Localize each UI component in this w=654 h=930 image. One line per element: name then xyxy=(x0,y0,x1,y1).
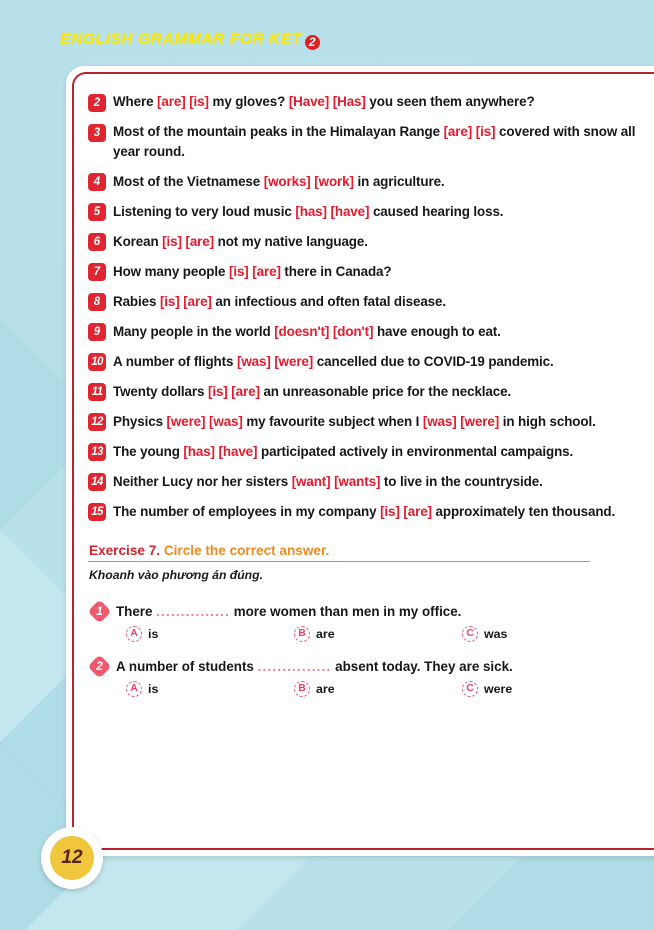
answer-option[interactable]: [doesn't] xyxy=(274,323,330,339)
mcq-question-text xyxy=(116,601,636,622)
mcq-blank[interactable]: ............... xyxy=(257,659,332,674)
exercise-item-text xyxy=(113,412,636,432)
page-badge-inner xyxy=(50,836,94,880)
exercise-item xyxy=(88,122,636,161)
answer-option[interactable]: [work] xyxy=(314,173,354,189)
sentence-text: How many people xyxy=(113,263,229,279)
answer-option[interactable]: [are] xyxy=(183,293,212,309)
sentence-text: Twenty dollars xyxy=(113,383,208,399)
sentence-text: have enough to eat. xyxy=(373,323,501,339)
exercise-item-number: 6 xyxy=(88,233,106,251)
exercise-item xyxy=(88,502,636,522)
mcq-choice-label: was xyxy=(484,627,508,641)
sentence-text: Physics xyxy=(113,413,167,429)
answer-option[interactable]: [was] xyxy=(422,413,457,429)
mcq-text-after: more women than men in my office. xyxy=(230,604,462,619)
answer-option[interactable]: [is] xyxy=(162,233,182,249)
exercise-item-number: 3 xyxy=(88,124,106,142)
page-number: 12 xyxy=(61,847,83,868)
exercise-item-number: 9 xyxy=(88,323,106,341)
exercise-item xyxy=(88,202,636,222)
exercise-item xyxy=(88,262,636,282)
exercise-item-text xyxy=(113,502,636,522)
exercise7-label: Exercise 7. xyxy=(89,543,161,558)
answer-option[interactable]: [want] xyxy=(291,473,331,489)
exercise-item-text xyxy=(113,172,636,192)
content-card xyxy=(66,66,654,856)
answer-option[interactable]: [Has] xyxy=(332,94,366,109)
exercise-item-number: 8 xyxy=(88,293,106,311)
mcq-choice-label: is xyxy=(148,627,159,641)
exercise-item-number: 15 xyxy=(88,503,106,521)
sentence-text: Listening to very loud music xyxy=(113,203,296,219)
mcq-block xyxy=(88,601,636,697)
exercise-item xyxy=(88,352,636,372)
exercise-item-number: 11 xyxy=(88,383,106,401)
sentence-text: an unreasonable price for the necklace. xyxy=(259,383,512,399)
mcq-choice-label: are xyxy=(316,627,335,641)
mcq-choice[interactable] xyxy=(126,681,294,697)
mcq-choice-circle[interactable]: C xyxy=(462,626,478,642)
answer-option[interactable]: [were] xyxy=(166,413,206,429)
card-inner xyxy=(72,72,654,850)
sentence-text: Korean xyxy=(113,233,163,249)
mcq-choices xyxy=(126,626,636,642)
mcq-question xyxy=(88,601,636,622)
mcq-choice-circle[interactable]: B xyxy=(294,626,310,642)
answer-option[interactable]: [are] xyxy=(252,263,281,279)
answer-option[interactable]: [has] xyxy=(183,443,215,459)
exercise-item-text xyxy=(113,442,636,462)
level-badge: 2 xyxy=(305,35,320,50)
answer-option[interactable]: [works] xyxy=(263,173,311,189)
answer-option[interactable]: [are] xyxy=(185,233,214,249)
answer-option[interactable]: [are] xyxy=(403,503,432,519)
answer-option[interactable]: [don't] xyxy=(332,323,374,339)
mcq-choice[interactable] xyxy=(462,681,630,697)
mcq-question-text xyxy=(116,656,636,677)
mcq-choice-label: are xyxy=(316,682,335,696)
exercise7-instruction: Circle the correct answer. xyxy=(163,543,330,558)
answer-option[interactable]: [is] xyxy=(189,94,209,109)
exercise-item-text xyxy=(113,322,636,342)
exercise-item xyxy=(88,232,636,252)
exercise-item-number: 13 xyxy=(88,443,106,461)
sentence-text: Most of the mountain peaks in the Himalayan Range xyxy=(113,124,444,139)
exercise-item xyxy=(88,382,636,402)
mcq-choice-label: were xyxy=(484,682,513,696)
mcq-choice-label: is xyxy=(148,682,159,696)
sentence-text: approximately ten thousand. xyxy=(431,503,616,519)
exercise-item-text xyxy=(113,382,636,402)
sentence-text: caused hearing loss. xyxy=(369,203,504,219)
mcq-question-number xyxy=(89,656,110,677)
exercise-item-text xyxy=(113,352,636,372)
sentence-text: Rabies xyxy=(113,293,160,309)
exercise7-block xyxy=(88,543,636,697)
answer-option[interactable]: [wants] xyxy=(334,473,381,489)
page-title-text: ENGLISH GRAMMAR FOR KET xyxy=(60,31,302,48)
exercise-item-text xyxy=(113,232,636,252)
exercise-item xyxy=(88,322,636,342)
answer-option[interactable]: [are] xyxy=(443,124,473,139)
exercise-item-number: 12 xyxy=(88,413,106,431)
sentence-text: Where xyxy=(113,94,158,109)
mcq-number-text: 1 xyxy=(96,604,103,618)
mcq-blank[interactable]: ............... xyxy=(156,604,230,619)
exercise-item-number: 10 xyxy=(88,353,106,371)
exercise7-heading xyxy=(88,543,590,562)
exercise-item-number: 14 xyxy=(88,473,106,491)
answer-option[interactable]: [Have] xyxy=(288,94,330,109)
mcq-text-before: There xyxy=(116,604,157,619)
answer-option[interactable]: [is] xyxy=(207,383,228,399)
sentence-text: my gloves? xyxy=(208,94,289,109)
mcq-choice-circle[interactable]: A xyxy=(126,681,142,697)
exercise-item xyxy=(88,442,636,462)
mcq-choice-circle[interactable]: C xyxy=(462,681,478,697)
mcq-choice[interactable] xyxy=(294,681,462,697)
mcq-text-before: A number of students xyxy=(116,659,258,674)
sentence-text: in high school. xyxy=(499,413,596,429)
exercise7-vietnamese: Khoanh vào phương án đúng. xyxy=(89,568,263,582)
answer-option[interactable]: [has] xyxy=(295,203,327,219)
sentence-text: Neither Lucy nor her sisters xyxy=(113,473,292,489)
exercise-item xyxy=(88,172,636,192)
answer-option[interactable]: [is] xyxy=(380,503,400,519)
mcq-choice[interactable] xyxy=(462,626,630,642)
answer-option[interactable]: [were] xyxy=(460,413,500,429)
sentence-text: Many people in the world xyxy=(113,323,275,339)
answer-option[interactable]: [have] xyxy=(330,203,370,219)
sentence-text: A number of flights xyxy=(113,353,237,369)
mcq-text-after: absent today. They are sick. xyxy=(331,659,513,674)
exercise-item-number: 4 xyxy=(88,173,106,191)
sentence-text: Most of the Vietnamese xyxy=(113,173,264,189)
exercise-list xyxy=(88,92,636,521)
answer-option[interactable]: [have] xyxy=(218,443,258,459)
sentence-text: cancelled due to COVID-19 pandemic. xyxy=(313,353,554,369)
sentence-text: The number of employees in my company xyxy=(113,503,381,519)
exercise-item-text xyxy=(113,92,636,112)
answer-option[interactable]: [was] xyxy=(236,353,271,369)
sentence-text: to live in the countryside. xyxy=(380,473,543,489)
exercise-item xyxy=(88,292,636,312)
exercise-item-number: 7 xyxy=(88,263,106,281)
exercise-item-text xyxy=(113,122,636,161)
sentence-text: an infectious and often fatal disease. xyxy=(211,293,446,309)
answer-option[interactable]: [are] xyxy=(157,94,186,109)
sentence-text: my favourite subject when I xyxy=(242,413,423,429)
mcq-number-text: 2 xyxy=(96,659,103,673)
mcq-choice[interactable] xyxy=(126,626,294,642)
exercise-item-number: 2 xyxy=(88,94,106,112)
mcq-choice-circle[interactable]: B xyxy=(294,681,310,697)
mcq-choice-circle[interactable]: A xyxy=(126,626,142,642)
sentence-text: The young xyxy=(113,443,184,459)
exercise-item xyxy=(88,472,636,492)
page-number-badge xyxy=(41,827,103,889)
sentence-text: not my native language. xyxy=(214,233,368,249)
answer-option[interactable]: [is] xyxy=(228,263,249,279)
exercise-item xyxy=(88,92,636,112)
sentence-text: there in Canada? xyxy=(280,263,392,279)
answer-option[interactable]: [is] xyxy=(475,124,496,139)
exercise-item-text xyxy=(113,202,636,222)
exercise-item-text xyxy=(113,262,636,282)
answer-option[interactable]: [are] xyxy=(231,383,260,399)
page-title xyxy=(60,31,320,50)
mcq-question-number xyxy=(89,601,110,622)
answer-option[interactable]: [was] xyxy=(209,413,243,429)
sentence-text: covered with snow all year round. xyxy=(113,124,636,159)
mcq-choice[interactable] xyxy=(294,626,462,642)
sentence-text: you seen them anywhere? xyxy=(365,94,535,109)
exercise-item-number: 5 xyxy=(88,203,106,221)
exercise-item xyxy=(88,412,636,432)
exercise-item-text xyxy=(113,472,636,492)
sentence-text: participated actively in environmental campaigns. xyxy=(257,443,574,459)
exercise-item-text xyxy=(113,292,636,312)
answer-option[interactable]: [is] xyxy=(159,293,180,309)
answer-option[interactable]: [were] xyxy=(274,353,314,369)
mcq-question xyxy=(88,656,636,677)
sentence-text: in agriculture. xyxy=(353,173,445,189)
mcq-choices xyxy=(126,681,636,697)
